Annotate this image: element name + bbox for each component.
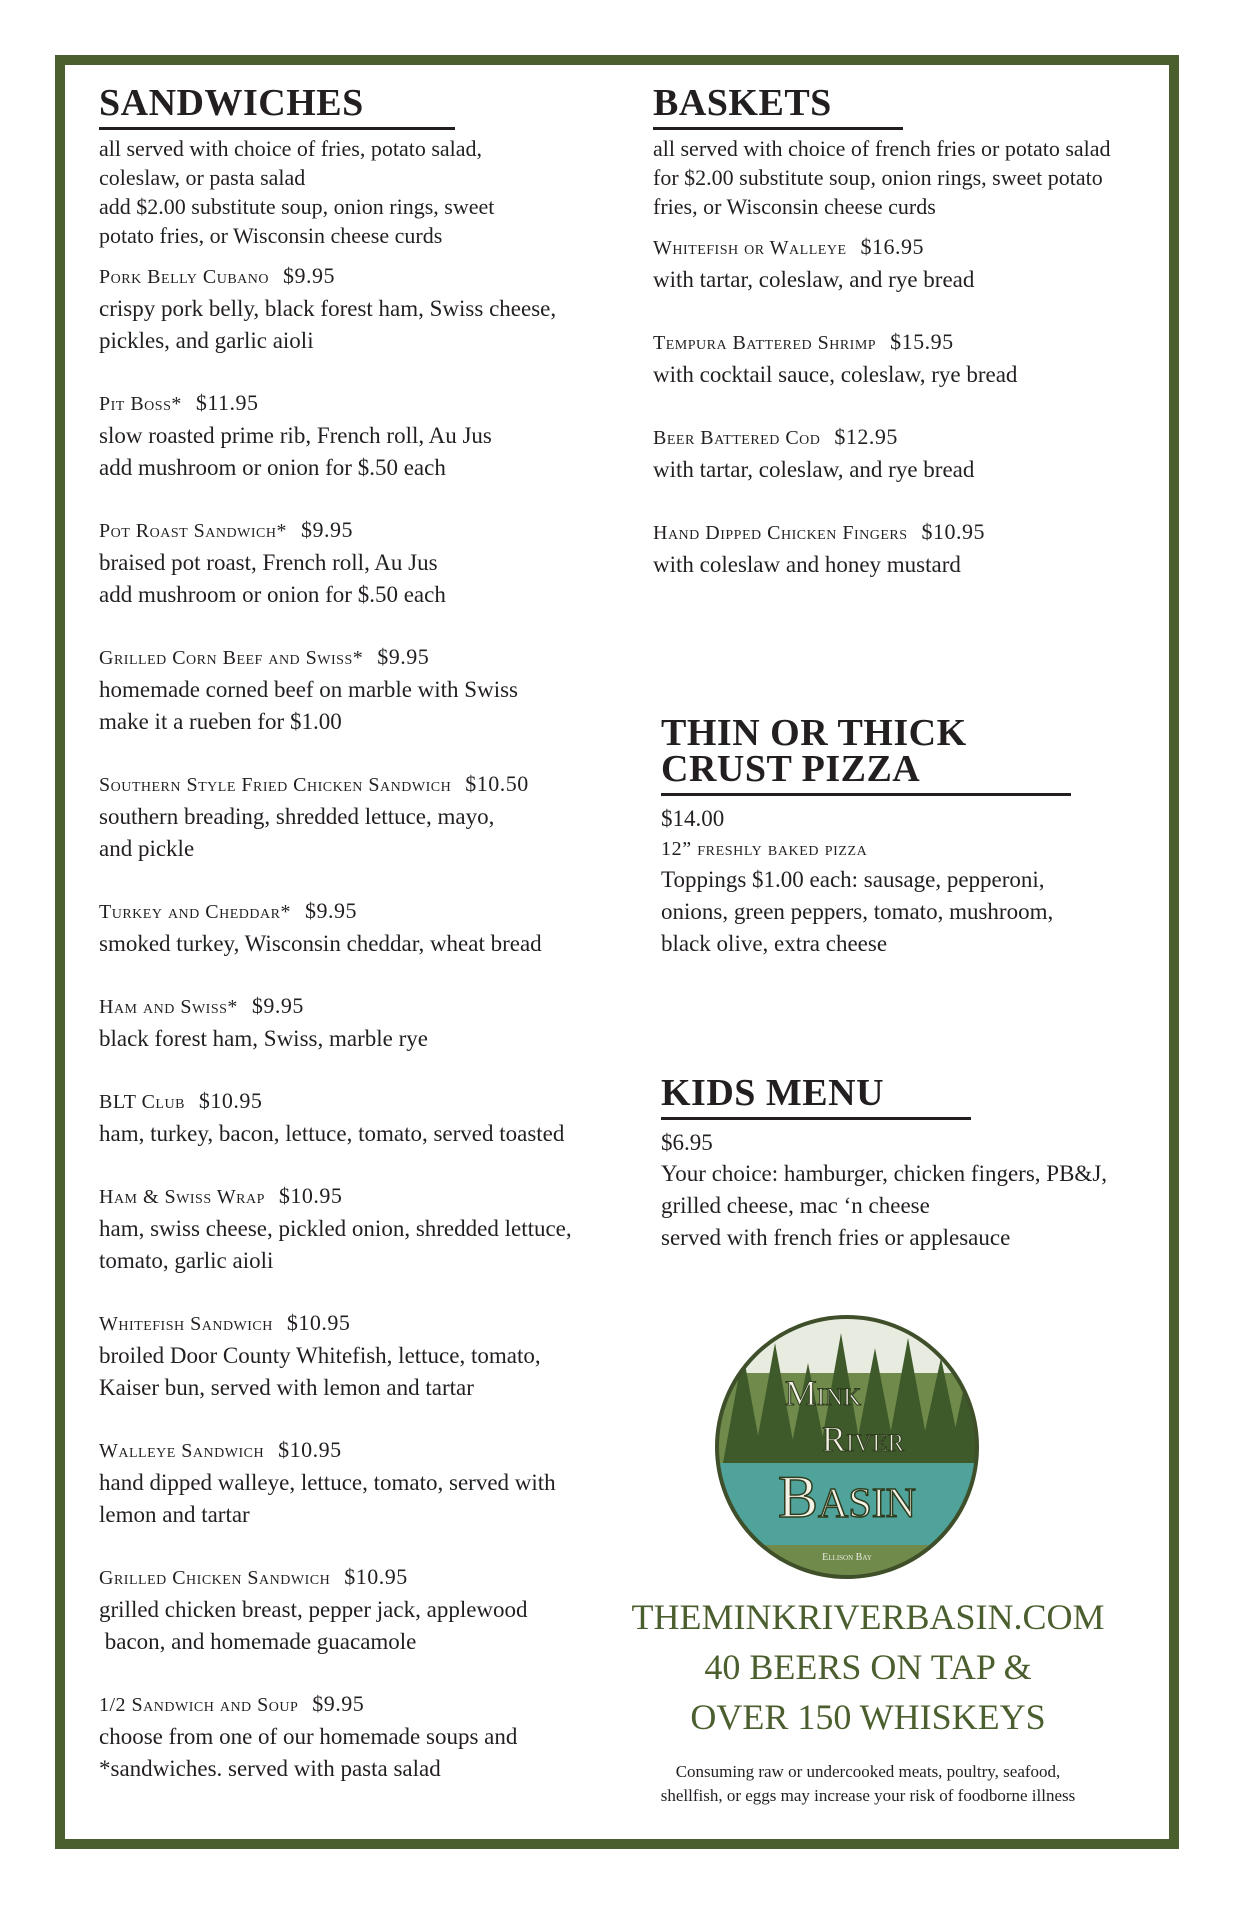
toppings-line: Toppings $1.00 each: sausage, pepperoni,	[661, 867, 1045, 892]
item-title: Southern Style Fried Chicken Sandwich	[99, 774, 452, 796]
menu-item-name	[99, 1434, 659, 1467]
sandwiches-section	[99, 82, 659, 1785]
disclaimer-line: shellfish, or eggs may increase your risk of foodborne illness	[660, 1786, 1076, 1805]
menu-item-name	[653, 231, 1153, 264]
menu-item	[99, 1307, 659, 1404]
disclaimer-line: Consuming raw or undercooked meats, poultry, seafood,	[675, 1762, 1061, 1781]
menu-item-description	[99, 928, 659, 960]
description-line: and pickle	[99, 836, 195, 861]
pizza-title-line2: CRUST PIZZA	[661, 748, 921, 790]
description-line: bacon, and homemade guacamole	[99, 1629, 417, 1654]
menu-item-description	[99, 674, 659, 738]
menu-item-description	[99, 801, 659, 865]
menu-item-description	[99, 1467, 659, 1531]
description-line: southern breading, shredded lettuce, mayo,	[99, 804, 495, 829]
item-price: $10.95	[278, 1183, 343, 1208]
menu-item	[99, 768, 659, 865]
menu-frame	[55, 55, 1179, 1849]
description-line: with tartar, coleslaw, and rye bread	[653, 267, 975, 292]
item-price: $10.95	[198, 1088, 263, 1113]
menu-item-description	[99, 547, 659, 611]
description-line: choose from one of our homemade soups and	[99, 1724, 518, 1749]
item-title: Turkey and Cheddar*	[99, 901, 291, 923]
description-line: fries, or Wisconsin cheese curds	[653, 194, 936, 219]
menu-item-name	[99, 1085, 659, 1118]
description-line: add mushroom or onion for $.50 each	[99, 455, 446, 480]
menu-item	[99, 641, 659, 738]
menu-item-name	[99, 1180, 659, 1213]
menu-item-name	[653, 326, 1153, 359]
description-line: crispy pork belly, black forest ham, Swiss cheese,	[99, 296, 557, 321]
pizza-toppings	[661, 864, 1161, 960]
kids-description	[661, 1158, 1161, 1254]
description-line: *sandwiches. served with pasta salad	[99, 1756, 441, 1781]
baskets-section	[653, 82, 1153, 581]
menu-item	[99, 990, 659, 1055]
food-safety-disclaimer	[588, 1760, 1148, 1808]
item-title: Ham and Swiss*	[99, 996, 238, 1018]
menu-item-description	[99, 1594, 659, 1658]
menu-item-description	[99, 420, 659, 484]
description-line: potato fries, or Wisconsin cheese curds	[99, 223, 443, 248]
menu-item-name	[99, 387, 659, 420]
sandwich-list	[99, 260, 659, 1785]
pizza-title	[661, 712, 1071, 796]
item-price: $10.95	[278, 1437, 342, 1462]
menu-item	[99, 514, 659, 611]
description-line: all served with choice of fries, potato salad,	[99, 136, 483, 161]
menu-item-description	[99, 1023, 659, 1055]
item-price: $10.95	[344, 1564, 408, 1589]
menu-item-name	[99, 260, 659, 293]
item-price: $11.95	[195, 390, 259, 415]
kids-section	[661, 1072, 1161, 1254]
item-title: Whitefish Sandwich	[99, 1313, 273, 1335]
basket-list	[653, 231, 1153, 581]
kids-line: served with french fries or applesauce	[661, 1225, 1011, 1250]
description-line: grilled chicken breast, pepper jack, applewood	[99, 1597, 528, 1622]
description-line: slow roasted prime rib, French roll, Au Jus	[99, 423, 492, 448]
item-price: $16.95	[860, 234, 924, 259]
menu-item-description	[99, 1118, 659, 1150]
baskets-description	[653, 134, 1153, 221]
menu-item	[99, 260, 659, 357]
menu-item	[99, 1688, 659, 1785]
kids-price: $6.95	[661, 1130, 713, 1155]
kids-line: Your choice: hamburger, chicken fingers, PB&J,	[661, 1161, 1108, 1186]
logo-text-basin: Basin	[777, 1464, 917, 1530]
menu-item-name	[99, 641, 659, 674]
description-line: lemon and tartar	[99, 1502, 250, 1527]
menu-item-name	[99, 514, 659, 547]
description-line: coleslaw, or pasta salad	[99, 165, 306, 190]
menu-item	[99, 387, 659, 484]
menu-item	[99, 1434, 659, 1531]
pizza-section	[661, 712, 1161, 960]
description-line: tomato, garlic aioli	[99, 1248, 274, 1273]
baskets-title: BASKETS	[653, 85, 903, 130]
menu-item-description	[653, 454, 1153, 486]
logo-text-river: River	[821, 1419, 905, 1459]
description-line: hand dipped walleye, lettuce, tomato, served with	[99, 1470, 556, 1495]
menu-item	[99, 895, 659, 960]
menu-item	[99, 1085, 659, 1150]
mink-river-basin-logo	[713, 1313, 981, 1581]
description-line: with cocktail sauce, coleslaw, rye bread	[653, 362, 1018, 387]
description-line: black forest ham, Swiss, marble rye	[99, 1026, 428, 1051]
menu-item-name	[653, 421, 1153, 454]
description-line: smoked turkey, Wisconsin cheddar, wheat bread	[99, 931, 542, 956]
kids-title: KIDS MENU	[661, 1075, 971, 1120]
pizza-price: $14.00	[661, 806, 725, 831]
description-line: pickles, and garlic aioli	[99, 328, 314, 353]
item-price: $12.95	[834, 424, 898, 449]
item-price: $9.95	[312, 1691, 365, 1716]
description-line: add mushroom or onion for $.50 each	[99, 582, 446, 607]
menu-item-description	[99, 1340, 659, 1404]
pizza-size: 12” freshly baked pizza	[661, 838, 868, 860]
item-title: Pork Belly Cubano	[99, 266, 270, 288]
menu-item-name	[99, 768, 659, 801]
description-line: homemade corned beef on marble with Swiss	[99, 677, 518, 702]
menu-item	[653, 231, 1153, 296]
item-title: Beer Battered Cod	[653, 427, 821, 449]
item-title: Whitefish or Walleye	[653, 237, 847, 259]
item-title: BLT Club	[99, 1091, 185, 1113]
item-title: Pot Roast Sandwich*	[99, 520, 287, 542]
menu-item	[99, 1561, 659, 1658]
item-title: 1/2 Sandwich and Soup	[99, 1694, 299, 1716]
item-price: $9.95	[304, 898, 357, 923]
menu-item-name	[99, 1307, 659, 1340]
description-line: ham, swiss cheese, pickled onion, shredded lettuce,	[99, 1216, 572, 1241]
menu-item-name	[99, 1561, 659, 1594]
kids-line: grilled cheese, mac ‘n cheese	[661, 1193, 930, 1218]
promo-block	[588, 1592, 1148, 1742]
beers-line: 40 BEERS ON TAP &	[704, 1647, 1032, 1687]
menu-item-name	[99, 895, 659, 928]
menu-item	[653, 421, 1153, 486]
item-price: $10.95	[286, 1310, 351, 1335]
item-title: Grilled Corn Beef and Swiss*	[99, 647, 364, 669]
description-line: for $2.00 substitute soup, onion rings, sweet potato	[653, 165, 1103, 190]
item-title: Walleye Sandwich	[99, 1440, 265, 1462]
item-title: Pit Boss*	[99, 393, 182, 415]
item-price: $15.95	[890, 329, 954, 354]
description-line: all served with choice of french fries or potato salad	[653, 136, 1111, 161]
description-line: with tartar, coleslaw, and rye bread	[653, 457, 975, 482]
toppings-line: onions, green peppers, tomato, mushroom,	[661, 899, 1054, 924]
description-line: make it a rueben for $1.00	[99, 709, 342, 734]
toppings-line: black olive, extra cheese	[661, 931, 888, 956]
item-title: Hand Dipped Chicken Fingers	[653, 522, 908, 544]
item-title: Tempura Battered Shrimp	[653, 332, 877, 354]
website-url: THEMINKRIVERBASIN.COM	[631, 1597, 1105, 1637]
whiskeys-line: OVER 150 WHISKEYS	[690, 1697, 1046, 1737]
logo-text-ellison-bay: Ellison Bay	[822, 1552, 872, 1563]
item-price: $9.95	[300, 517, 353, 542]
menu-item-description	[99, 293, 659, 357]
menu-item-description	[99, 1213, 659, 1277]
item-price: $10.95	[921, 519, 986, 544]
menu-item-name	[99, 990, 659, 1023]
menu-item-name	[653, 516, 1153, 549]
item-price: $9.95	[283, 263, 336, 288]
item-title: Ham & Swiss Wrap	[99, 1186, 265, 1208]
menu-item	[653, 516, 1153, 581]
menu-item	[99, 1180, 659, 1277]
sandwiches-title: SANDWICHES	[99, 85, 455, 130]
menu-item	[653, 326, 1153, 391]
sandwiches-description	[99, 134, 659, 250]
item-price: $9.95	[251, 993, 304, 1018]
description-line: add $2.00 substitute soup, onion rings, sweet	[99, 194, 495, 219]
pizza-title-line1: THIN OR THICK	[661, 712, 967, 754]
logo-text-mink: Mink	[784, 1373, 862, 1413]
item-price: $10.50	[465, 771, 529, 796]
description-line: with coleslaw and honey mustard	[653, 552, 961, 577]
menu-item-name	[99, 1688, 659, 1721]
menu-item-description	[653, 264, 1153, 296]
right-column	[653, 82, 1153, 1250]
item-price: $9.95	[377, 644, 430, 669]
description-line: Kaiser bun, served with lemon and tartar	[99, 1375, 474, 1400]
item-title: Grilled Chicken Sandwich	[99, 1567, 331, 1589]
description-line: braised pot roast, French roll, Au Jus	[99, 550, 438, 575]
menu-item-description	[653, 549, 1153, 581]
description-line: ham, turkey, bacon, lettuce, tomato, served toasted	[99, 1121, 565, 1146]
menu-item-description	[653, 359, 1153, 391]
menu-item-description	[99, 1721, 659, 1785]
description-line: broiled Door County Whitefish, lettuce, tomato,	[99, 1343, 541, 1368]
